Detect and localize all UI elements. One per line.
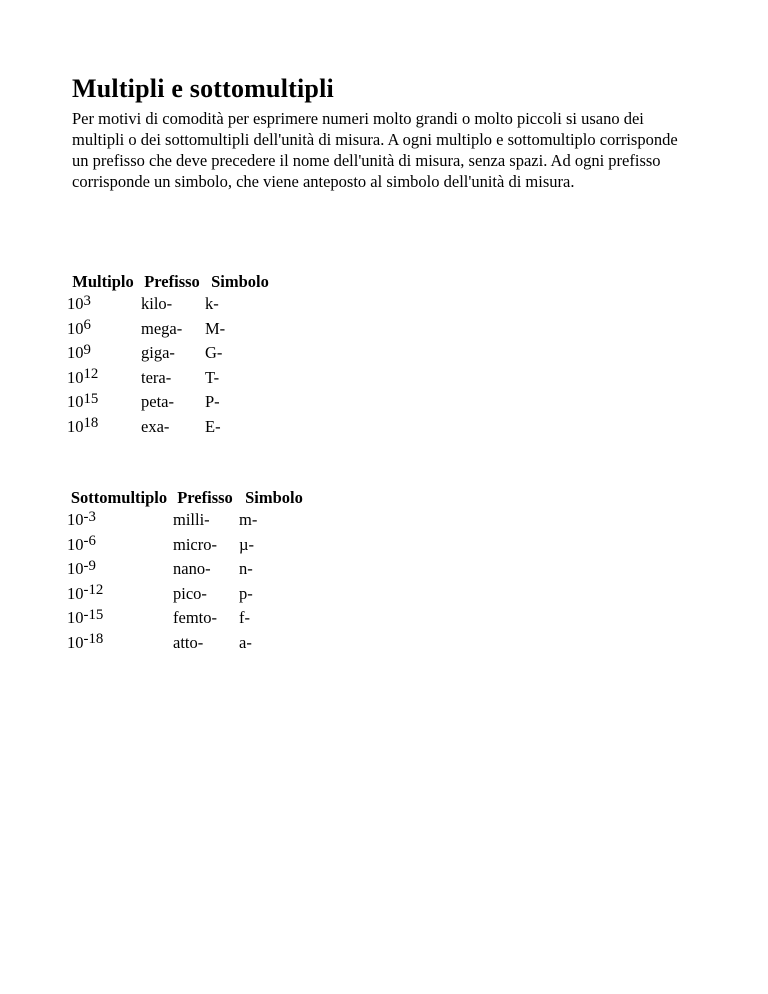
symbol-cell: G- <box>205 343 223 363</box>
table-header-row <box>66 487 310 508</box>
power-base: 10 <box>67 583 84 603</box>
column-header-sottomultiplo: Sottomultiplo <box>70 487 168 507</box>
symbol-cell: m- <box>239 510 258 530</box>
column-header-simbolo: Simbolo <box>245 487 303 507</box>
column-header-multiplo: Multiplo <box>72 271 134 291</box>
submultiples-table-body <box>66 508 310 655</box>
power-cell <box>66 415 140 440</box>
table-row <box>66 317 276 342</box>
submultiples-table <box>66 487 310 655</box>
power-exponent: 18 <box>83 415 99 432</box>
power-exponent: -9 <box>83 557 96 574</box>
prefix-cell: mega- <box>141 318 183 338</box>
multiples-table-header <box>66 271 276 292</box>
column-header-simbolo: Simbolo <box>211 271 269 291</box>
prefix-cell: femto- <box>173 608 217 628</box>
table-header-row <box>66 271 276 292</box>
prefix-cell: milli- <box>173 510 210 530</box>
power-base: 10 <box>67 608 84 628</box>
prefix-cell: kilo- <box>141 294 173 314</box>
prefix-cell: atto- <box>173 632 204 652</box>
power-exponent: 6 <box>83 317 91 334</box>
symbol-cell: µ- <box>239 534 255 554</box>
power-exponent: -3 <box>83 508 96 525</box>
column-header-prefisso: Prefisso <box>144 271 200 291</box>
power-cell <box>66 366 140 391</box>
symbol-cell: k- <box>205 294 219 314</box>
power-exponent: -12 <box>83 582 104 599</box>
power-cell <box>66 631 172 656</box>
symbol-cell: p- <box>239 583 253 603</box>
table-row <box>66 508 310 533</box>
power-base: 10 <box>67 416 84 436</box>
power-cell <box>66 533 172 558</box>
prefix-cell: micro- <box>173 534 217 554</box>
table-row <box>66 582 310 607</box>
intro-paragraph: Per motivi di comodità per esprimere numeri molto grandi o molto piccoli si usano dei multipli o dei sottomultipli dell'unità di misura. A ogni multiplo e sottomultiplo corrisponde un prefisso che deve precedere il nome dell'unità di misura, senza spazi. Ad ogni prefisso corrisponde un simbolo, che viene anteposto al simbolo dell'unità di misura. <box>72 109 678 191</box>
prefix-cell: pico- <box>173 583 207 603</box>
power-exponent: 3 <box>83 292 91 309</box>
power-cell <box>66 606 172 631</box>
table-row <box>66 341 276 366</box>
power-cell <box>66 508 172 533</box>
power-base: 10 <box>67 559 84 579</box>
symbol-cell: P- <box>205 392 220 412</box>
power-cell <box>66 341 140 366</box>
multiples-table-body <box>66 292 276 439</box>
power-base: 10 <box>67 392 84 412</box>
power-base: 10 <box>67 632 84 652</box>
table-row <box>66 533 310 558</box>
prefix-cell: nano- <box>173 559 211 579</box>
table-row <box>66 557 310 582</box>
power-exponent: 15 <box>83 390 99 407</box>
table-row <box>66 292 276 317</box>
power-cell <box>66 557 172 582</box>
power-cell <box>66 292 140 317</box>
submultiples-table-header <box>66 487 310 508</box>
power-exponent: 12 <box>83 366 99 383</box>
power-cell <box>66 317 140 342</box>
symbol-cell: T- <box>205 367 220 387</box>
symbol-cell: a- <box>239 632 252 652</box>
symbol-cell: E- <box>205 416 221 436</box>
table-row <box>66 366 276 391</box>
power-base: 10 <box>67 343 84 363</box>
prefix-cell: tera- <box>141 367 172 387</box>
power-exponent: 9 <box>83 341 91 358</box>
table-row <box>66 606 310 631</box>
column-header-prefisso: Prefisso <box>177 487 233 507</box>
power-exponent: -15 <box>83 606 104 623</box>
power-cell <box>66 390 140 415</box>
symbol-cell: M- <box>205 318 226 338</box>
symbol-cell: n- <box>239 559 253 579</box>
power-base: 10 <box>67 534 84 554</box>
prefix-cell: exa- <box>141 416 170 436</box>
power-cell <box>66 582 172 607</box>
table-row <box>66 390 276 415</box>
table-row <box>66 415 276 440</box>
power-exponent: -18 <box>83 631 104 648</box>
symbol-cell: f- <box>239 608 250 628</box>
table-row <box>66 631 310 656</box>
power-base: 10 <box>67 510 84 530</box>
multiples-table <box>66 271 276 439</box>
prefix-cell: giga- <box>141 343 175 363</box>
prefix-cell: peta- <box>141 392 174 412</box>
page-title: Multipli e sottomultipli <box>72 74 334 103</box>
power-base: 10 <box>67 294 84 314</box>
power-exponent: -6 <box>83 533 96 550</box>
power-base: 10 <box>67 367 84 387</box>
power-base: 10 <box>67 318 84 338</box>
